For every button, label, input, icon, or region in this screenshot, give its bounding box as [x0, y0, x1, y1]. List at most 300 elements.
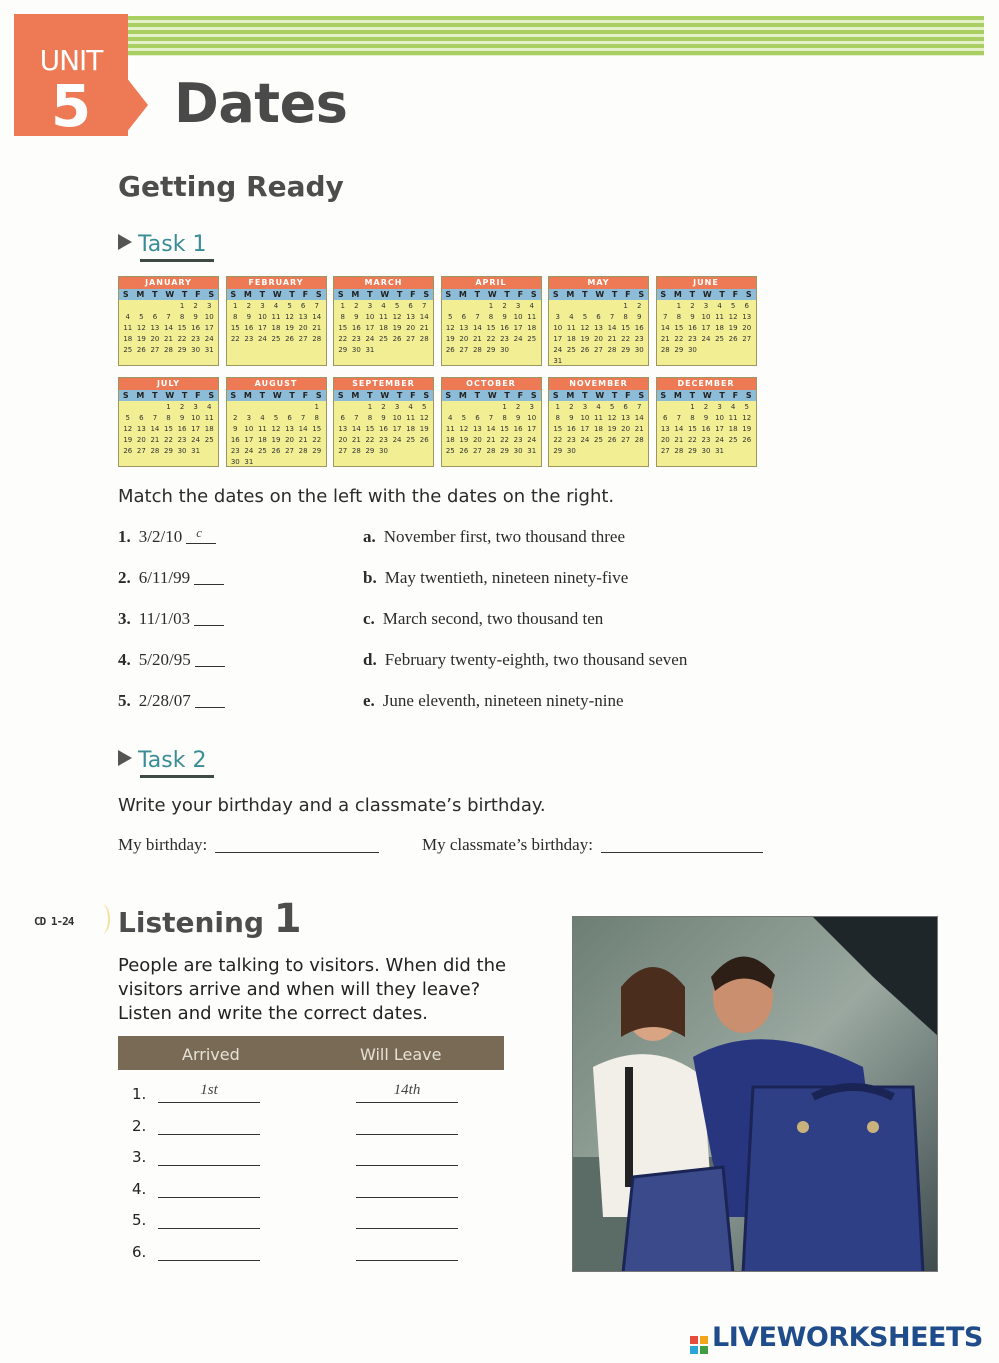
- numeric-date: 6/11/99: [138, 568, 191, 587]
- calendar-day: 29: [164, 447, 173, 455]
- calendar-day: 13: [660, 425, 670, 433]
- calendar-day: 17: [392, 425, 402, 433]
- calendar-day: 30: [379, 447, 388, 455]
- calendar-day: 16: [379, 425, 388, 433]
- will-leave-input[interactable]: [356, 1178, 458, 1198]
- item-number: 2.: [118, 568, 131, 587]
- calendar-day: 16: [513, 425, 523, 433]
- weekday-letter: S: [337, 290, 344, 299]
- calendar-day: 7: [676, 414, 682, 422]
- calendar-day: 19: [459, 436, 469, 444]
- match-left-item: [118, 527, 216, 547]
- weekday-letter: S: [230, 290, 237, 299]
- calendar-empty-cell: [578, 301, 592, 312]
- calendar-day: 28: [351, 447, 361, 455]
- calendar-day: 10: [580, 414, 590, 422]
- calendar-day: 11: [123, 324, 133, 332]
- calendar-day: 12: [392, 313, 402, 321]
- calendar-day: 27: [285, 447, 295, 455]
- calendar-day: 30: [566, 447, 576, 455]
- calendar-day: 13: [285, 425, 295, 433]
- calendar-day: 6: [596, 313, 601, 321]
- calendar-day: 14: [419, 313, 429, 321]
- calendar-day: 12: [136, 324, 146, 332]
- calendar-day: 9: [246, 313, 252, 321]
- listening-table-header: [118, 1036, 504, 1070]
- calendar-month-name: JANUARY: [119, 277, 218, 289]
- weekday-letter: T: [504, 290, 510, 299]
- calendar-empty-cell: [121, 301, 135, 312]
- calendar-day: 23: [379, 436, 388, 444]
- calendar-day: 17: [580, 425, 590, 433]
- calendar-day: 17: [365, 324, 375, 332]
- answer-blank[interactable]: [194, 569, 224, 585]
- calendar-day: 9: [381, 414, 386, 422]
- task-2-instruction: Write your birthday and a classmate’s birthday.: [118, 795, 546, 816]
- calendar-day: 26: [271, 447, 281, 455]
- weekday-letter: S: [122, 391, 129, 400]
- calendar-day: 26: [607, 436, 617, 444]
- calendar-day: 22: [312, 436, 322, 444]
- unit-arrow: [126, 77, 148, 133]
- play-arrow-icon: [118, 234, 132, 250]
- calendar-days: [549, 300, 648, 368]
- calendar-empty-cell: [256, 402, 270, 413]
- calendar-day: 2: [703, 403, 709, 411]
- calendar-day: 21: [674, 436, 684, 444]
- calendar-weekdays: [657, 390, 756, 401]
- calendar-day: 19: [123, 436, 133, 444]
- row-number: 6.: [132, 1242, 147, 1261]
- calendar-day: 8: [488, 313, 494, 321]
- row-number: 5.: [132, 1211, 147, 1229]
- calendar-day: 2: [381, 403, 386, 411]
- calendar-weekdays: [227, 390, 326, 401]
- calendar-day: 18: [379, 324, 388, 332]
- calendar-day: 29: [486, 346, 496, 354]
- answer-blank[interactable]: [186, 525, 216, 544]
- calendar-day: 1: [233, 302, 238, 310]
- calendar-day: 18: [204, 425, 214, 433]
- play-arrow-icon: [118, 750, 132, 766]
- calendar-day: 8: [314, 414, 319, 422]
- calendar-day: 25: [204, 436, 214, 444]
- calendar-day: 29: [312, 447, 322, 455]
- calendar-day: 4: [206, 403, 212, 411]
- calendar-empty-cell: [162, 301, 176, 312]
- calendar-day: 6: [340, 414, 346, 422]
- calendar-day: 21: [351, 436, 361, 444]
- calendar-day: 5: [582, 313, 588, 321]
- calendar-day: 18: [406, 425, 416, 433]
- calendar-day: 25: [715, 335, 725, 343]
- calendar-day: 3: [246, 414, 252, 422]
- will-leave-input[interactable]: [356, 1209, 458, 1229]
- calendar-day: 4: [273, 302, 279, 310]
- calendar-day: 10: [257, 313, 267, 321]
- calendar-day: 7: [152, 414, 158, 422]
- calendar-day: 3: [529, 403, 534, 411]
- calendar-empty-cell: [148, 402, 162, 413]
- calendar-day: 19: [728, 324, 738, 332]
- calendar-day: 20: [285, 436, 295, 444]
- calendar-days: [549, 401, 648, 458]
- calendar-day: 11: [379, 313, 388, 321]
- calendar-day: 29: [177, 346, 187, 354]
- calendar-weekdays: [334, 390, 433, 401]
- calendar-day: 18: [445, 436, 455, 444]
- calendar-day: 28: [150, 447, 160, 455]
- calendar-day: 16: [191, 324, 201, 332]
- match-right-item: [363, 568, 628, 588]
- calendar-day: 3: [555, 313, 561, 321]
- unit-label: UNIT: [39, 44, 103, 77]
- arrived-input[interactable]: [158, 1146, 260, 1166]
- calendar-day: 8: [367, 414, 373, 422]
- calendar-day: 4: [569, 313, 574, 321]
- calendar-month-name: SEPTEMBER: [334, 378, 433, 390]
- item-number: 4.: [118, 650, 131, 669]
- calendar-day: 29: [338, 346, 348, 354]
- calendar-month: [548, 377, 649, 467]
- calendar-day: 14: [472, 324, 482, 332]
- calendar-day: 6: [475, 414, 480, 422]
- weekday-letter: W: [487, 391, 497, 400]
- calendar-day: 23: [191, 335, 201, 343]
- arrived-input[interactable]: [158, 1241, 260, 1261]
- weekday-letter: W: [702, 391, 712, 400]
- calendar-day: 20: [338, 436, 348, 444]
- calendar-month-name: AUGUST: [227, 378, 326, 390]
- calendar-empty-cell: [229, 402, 243, 413]
- calendar-day: 14: [486, 425, 496, 433]
- calendar-day: 26: [285, 335, 295, 343]
- calendar-empty-cell: [605, 301, 619, 312]
- will-leave-input[interactable]: [356, 1241, 458, 1261]
- calendar-day: 25: [527, 335, 537, 343]
- will-leave-input[interactable]: [356, 1115, 458, 1135]
- calendar-day: 13: [150, 324, 160, 332]
- calendar-day: 2: [193, 302, 198, 310]
- weekday-letter: T: [504, 391, 510, 400]
- calendar-day: 30: [500, 346, 510, 354]
- weekday-letter: F: [625, 391, 631, 400]
- calendar-day: 3: [260, 302, 265, 310]
- calendar-day: 14: [634, 414, 644, 422]
- weekday-letter: S: [230, 391, 237, 400]
- calendar-day: 31: [204, 346, 214, 354]
- calendar-days: [227, 300, 326, 346]
- classmate-birthday-input[interactable]: [601, 837, 763, 853]
- calendar-empty-cell: [551, 301, 565, 312]
- listening-row: [118, 1113, 518, 1139]
- calendar-day: 19: [607, 425, 617, 433]
- weekday-letter: W: [165, 391, 175, 400]
- calendar-day: 10: [191, 414, 201, 422]
- written-date: June eleventh, nineteen ninety-nine: [382, 691, 624, 710]
- calendar-day: 26: [742, 436, 752, 444]
- calendar-day: 6: [461, 313, 467, 321]
- calendar-day: 16: [634, 324, 644, 332]
- calendar-day: 8: [179, 313, 185, 321]
- weekday-letter: T: [582, 391, 588, 400]
- will-leave-input[interactable]: [356, 1146, 458, 1166]
- calendar-day: 25: [271, 335, 281, 343]
- calendar-empty-cell: [269, 402, 283, 413]
- calendar-day: 2: [636, 302, 642, 310]
- calendar-day: 23: [177, 436, 187, 444]
- calendar-day: 20: [459, 335, 469, 343]
- calendar-weekdays: [657, 289, 756, 300]
- weekday-letter: S: [745, 391, 752, 400]
- weekday-letter: W: [702, 290, 712, 299]
- calendar-day: 25: [379, 335, 388, 343]
- weekday-letter: M: [458, 391, 467, 400]
- calendar-day: 8: [690, 414, 695, 422]
- calendar-day: 6: [300, 302, 306, 310]
- calendar-day: 3: [367, 302, 373, 310]
- calendar-day: 26: [445, 346, 455, 354]
- calendar-day: 8: [502, 414, 507, 422]
- calendar-day: 15: [312, 425, 322, 433]
- calendar-day: 13: [338, 425, 348, 433]
- calendar-day: 24: [365, 335, 375, 343]
- listening-instruction: People are talking to visitors. When did the visitors arrive and when will they leave? Listen and write the correct dates.: [118, 955, 507, 1024]
- calendar-day: 25: [594, 436, 603, 444]
- arrived-input[interactable]: [158, 1115, 260, 1135]
- calendar-month-name: JULY: [119, 378, 218, 390]
- item-number: 5.: [118, 691, 131, 710]
- weekday-letter: M: [243, 290, 252, 299]
- calendar-day: 23: [687, 335, 697, 343]
- calendar-day: 16: [500, 324, 510, 332]
- calendar-day: 5: [394, 302, 400, 310]
- calendar-day: 5: [139, 313, 144, 321]
- calendar-empty-cell: [135, 301, 149, 312]
- calendar-day: 4: [125, 313, 131, 321]
- calendar-weekdays: [119, 289, 218, 300]
- calendar-day: 27: [150, 346, 160, 354]
- calendar-day: 5: [448, 313, 453, 321]
- calendar-day: 17: [257, 324, 267, 332]
- calendar-day: 27: [406, 335, 416, 343]
- weekday-letter: S: [552, 290, 559, 299]
- listening-title: [118, 896, 302, 942]
- calendar-day: 1: [555, 403, 561, 411]
- calendar-day: 22: [674, 335, 684, 343]
- weekday-letter: W: [487, 290, 497, 299]
- calendar-day: 11: [715, 313, 725, 321]
- calendar-day: 22: [177, 335, 187, 343]
- calendar-day: 11: [566, 324, 576, 332]
- calendar-day: 15: [177, 324, 187, 332]
- will-leave-input[interactable]: 14th: [356, 1083, 458, 1103]
- calendar-day: 2: [246, 302, 252, 310]
- calendar-day: 12: [445, 324, 455, 332]
- brand-text: LIVEWORKSHEETS: [712, 1322, 983, 1353]
- calendar-month: [441, 276, 542, 366]
- calendar-weekdays: [334, 289, 433, 300]
- calendar-day: 2: [515, 403, 521, 411]
- calendar-day: 14: [607, 324, 617, 332]
- calendar-day: 5: [125, 414, 131, 422]
- item-number: 1.: [118, 527, 131, 546]
- calendar-day: 9: [193, 313, 198, 321]
- calendar-day: 27: [742, 335, 752, 343]
- calendar-day: 14: [312, 313, 322, 321]
- listening-row: [118, 1207, 518, 1233]
- calendar-day: 18: [728, 425, 738, 433]
- weekday-letter: W: [380, 290, 390, 299]
- calendar-month-name: APRIL: [442, 277, 541, 289]
- calendar-day: 1: [179, 302, 185, 310]
- calendar-day: 18: [715, 324, 725, 332]
- calendar-day: 31: [244, 458, 254, 466]
- unit-number: 5: [50, 72, 92, 140]
- weekday-letter: F: [410, 391, 416, 400]
- calendar-day: 7: [636, 403, 642, 411]
- calendar-day: 26: [459, 447, 469, 455]
- calendar-day: 12: [419, 414, 429, 422]
- weekday-letter: T: [719, 290, 725, 299]
- calendar-day: 2: [690, 302, 695, 310]
- weekday-letter: S: [337, 391, 344, 400]
- calendar-days: [442, 300, 541, 357]
- sound-wave-icon: [94, 904, 110, 934]
- weekday-letter: F: [302, 290, 309, 299]
- calendar-day: 27: [136, 447, 146, 455]
- calendar-day: 13: [136, 425, 146, 433]
- calendar-day: 6: [408, 302, 413, 310]
- calendar-day: 28: [486, 447, 496, 455]
- calendar-day: 29: [687, 447, 697, 455]
- calendar-day: 15: [164, 425, 173, 433]
- calendar-day: 24: [701, 335, 711, 343]
- task-2-underline: [140, 775, 214, 778]
- answer-blank[interactable]: [195, 651, 225, 667]
- my-birthday-input[interactable]: [215, 837, 379, 853]
- calendar-weekdays: [549, 390, 648, 401]
- calendar-day: 23: [513, 436, 523, 444]
- calendar-day: 9: [636, 313, 642, 321]
- calendar-day: 22: [365, 436, 375, 444]
- calendar-month: [548, 276, 649, 366]
- calendar-day: 2: [502, 302, 507, 310]
- calendar-day: 17: [715, 425, 725, 433]
- calendar-day: 7: [166, 313, 171, 321]
- calendar-empty-cell: [457, 402, 471, 413]
- weekday-letter: M: [136, 391, 145, 400]
- arrived-input[interactable]: [158, 1178, 260, 1198]
- calendar-day: 1: [166, 403, 171, 411]
- calendar-day: 15: [500, 425, 510, 433]
- weekday-letter: T: [152, 290, 158, 299]
- calendar-day: 10: [244, 425, 254, 433]
- calendar-day: 18: [271, 324, 281, 332]
- calendar-day: 5: [461, 414, 467, 422]
- calendar-empty-cell: [135, 402, 149, 413]
- calendar-day: 8: [340, 313, 346, 321]
- calendar-day: 1: [623, 302, 628, 310]
- calendar-month: [226, 377, 327, 467]
- task-1-instruction: Match the dates on the left with the dates on the right.: [118, 486, 615, 507]
- listening-title-text: Listening: [118, 906, 264, 939]
- calendar-day: 10: [392, 414, 402, 422]
- calendar-day: 30: [230, 458, 240, 466]
- calendar-day: 10: [701, 313, 711, 321]
- weekday-letter: F: [732, 290, 739, 299]
- calendar-day: 24: [553, 346, 563, 354]
- calendar-month: [656, 377, 757, 467]
- calendar-day: 17: [191, 425, 201, 433]
- weekday-letter: W: [595, 290, 605, 299]
- weekday-letter: S: [638, 290, 645, 299]
- calendar-day: 20: [660, 436, 670, 444]
- calendar-weekdays: [549, 289, 648, 300]
- calendar-day: 1: [676, 302, 682, 310]
- calendar-month-name: JUNE: [657, 277, 756, 289]
- calendar-day: 21: [150, 436, 160, 444]
- calendar-month-name: MARCH: [334, 277, 433, 289]
- weekday-letter: S: [315, 391, 322, 400]
- calendar-day: 23: [634, 335, 644, 343]
- numeric-date: 5/20/95: [138, 650, 191, 669]
- calendar-day: 29: [500, 447, 510, 455]
- calendar-day: 28: [674, 447, 684, 455]
- weekday-letter: T: [611, 290, 618, 299]
- weekday-letter: W: [272, 290, 282, 299]
- calendar-day: 15: [486, 324, 496, 332]
- calendar-day: 16: [687, 324, 697, 332]
- calendar-day: 18: [527, 324, 537, 332]
- calendar-day: 16: [566, 425, 576, 433]
- match-left-item: [118, 691, 225, 711]
- listening-row: [118, 1081, 518, 1107]
- weekday-letter: S: [745, 290, 752, 299]
- calendar-day: 7: [488, 414, 494, 422]
- arrived-input[interactable]: 1st: [158, 1083, 260, 1103]
- calendar-day: 12: [728, 313, 738, 321]
- calendar-days: [657, 401, 756, 458]
- calendar-day: 4: [408, 403, 413, 411]
- calendar-day: 15: [553, 425, 563, 433]
- calendar-day: 29: [674, 346, 684, 354]
- calendar-day: 24: [257, 335, 267, 343]
- match-left-item: [118, 609, 224, 629]
- weekday-letter: T: [289, 290, 295, 299]
- weekday-letter: T: [582, 290, 588, 299]
- calendar-month-name: FEBRUARY: [227, 277, 326, 289]
- calendar-day: 17: [701, 324, 711, 332]
- answer-blank[interactable]: [194, 610, 224, 626]
- weekday-letter: M: [243, 391, 252, 400]
- calendar-day: 22: [338, 335, 348, 343]
- calendar-day: 17: [513, 324, 523, 332]
- weekday-letter: M: [566, 391, 575, 400]
- calendar-day: 3: [582, 403, 588, 411]
- arrived-input[interactable]: [158, 1209, 260, 1229]
- col-will-leave: Will Leave: [360, 1045, 442, 1064]
- calendar-day: 30: [701, 447, 711, 455]
- calendar-day: 10: [204, 313, 214, 321]
- calendar-day: 12: [742, 414, 752, 422]
- answer-blank[interactable]: [195, 692, 225, 708]
- calendar-day: 31: [553, 357, 563, 365]
- calendar-empty-cell: [444, 301, 458, 312]
- weekday-letter: S: [638, 391, 645, 400]
- logo-icon: [690, 1336, 708, 1354]
- calendar-day: 20: [136, 436, 146, 444]
